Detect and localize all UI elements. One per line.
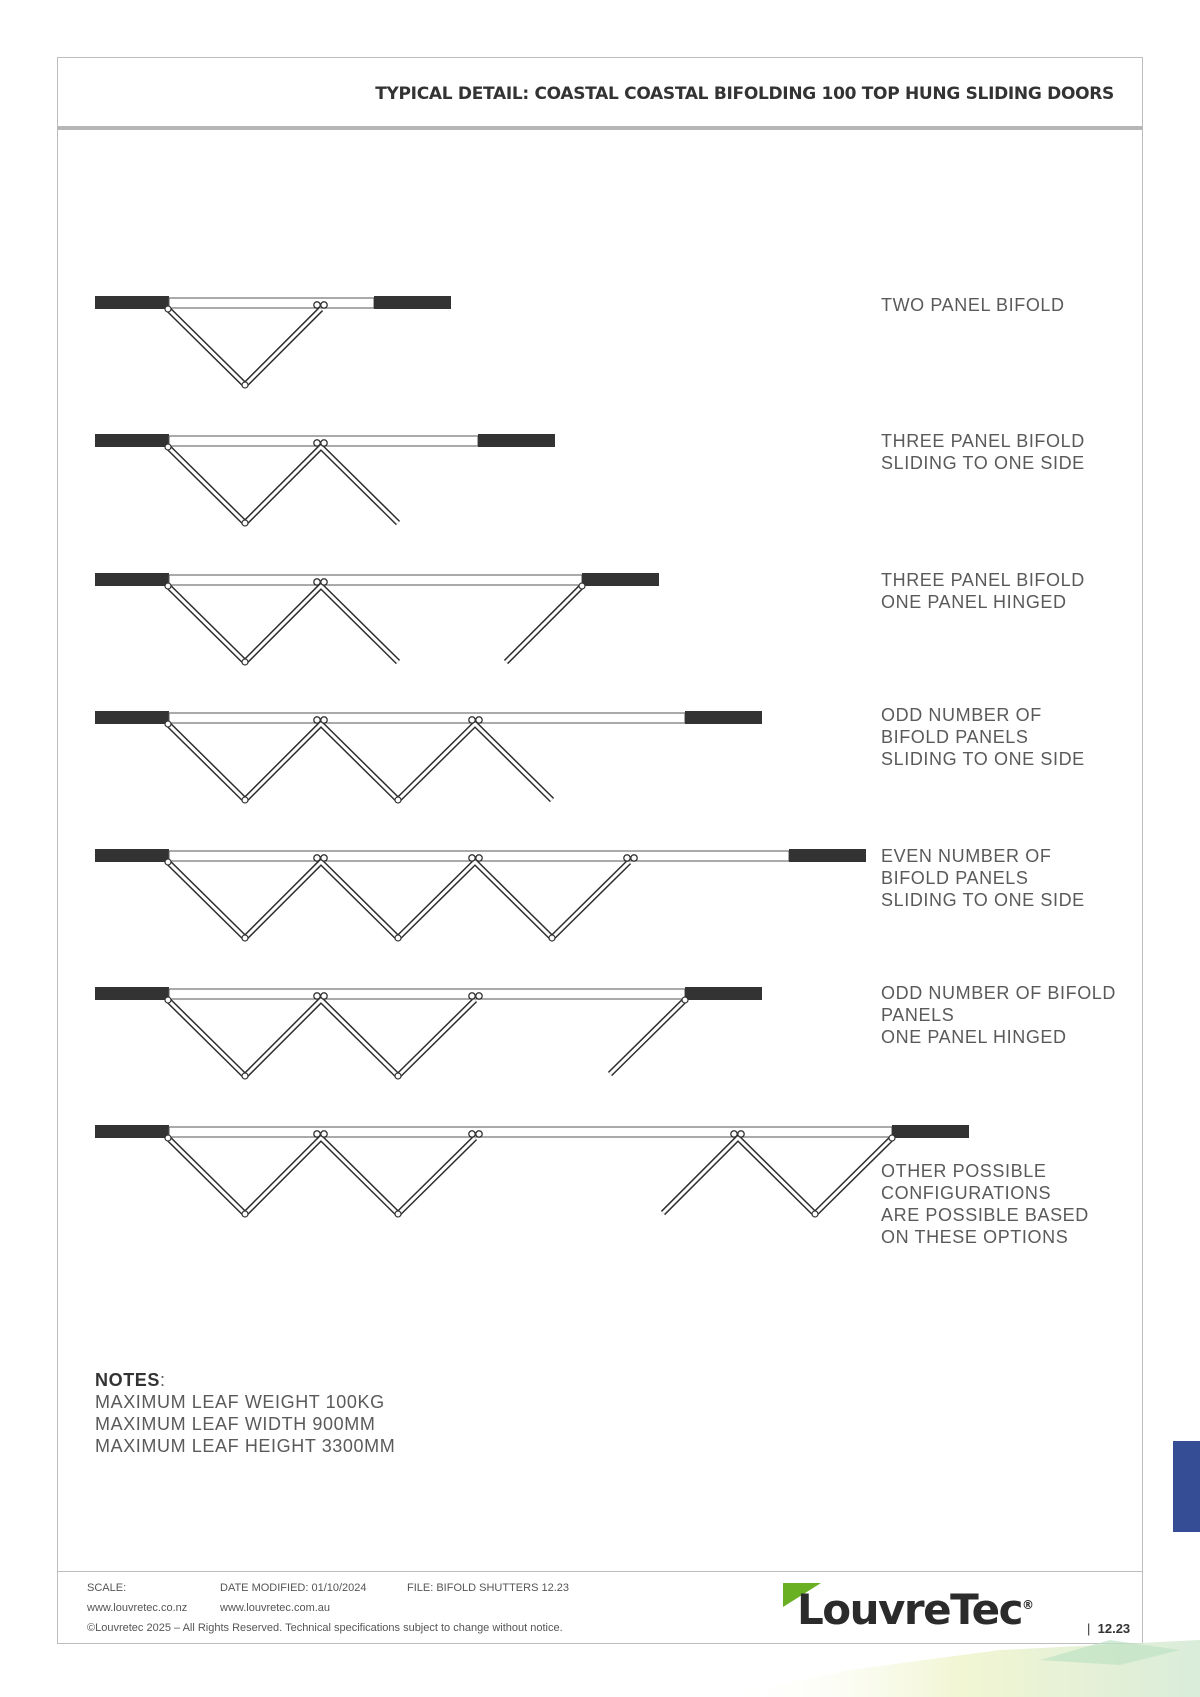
website-nz-link[interactable]: www.louvretec.co.nz (87, 1602, 188, 1614)
website-au-link[interactable]: www.louvretec.com.au (220, 1602, 331, 1614)
diagram-three-panel-sliding (95, 434, 555, 526)
diagram-odd-number-sliding (95, 711, 762, 803)
caption-other-configurations: OTHER POSSIBLE CONFIGURATIONS ARE POSSIBLE BASED ON THESE OPTIONS (881, 1161, 1089, 1247)
notes-heading: NOTES (95, 1370, 161, 1390)
notes-block (95, 1369, 395, 1457)
note-item: MAXIMUM LEAF HEIGHT 3300MM (95, 1436, 396, 1456)
page-number: | 12.23 (1087, 1621, 1131, 1636)
caption-odd-hinged: ODD NUMBER OF BIFOLD PANELS ONE PANEL HINGED (881, 983, 1117, 1047)
diagram-even-number-sliding (95, 849, 866, 941)
louvretec-logo (783, 1583, 1043, 1641)
decorative-swoosh (720, 1640, 1200, 1697)
copyright: ©Louvretec 2025 – All Rights Reserved. Technical specifications subject to change without notice. (87, 1622, 563, 1634)
diagram-other-configurations (95, 1125, 969, 1217)
diagram-three-panel-one-hinged (95, 573, 659, 665)
note-item: MAXIMUM LEAF WIDTH 900MM (95, 1414, 376, 1434)
logo-wordmark: LouvreTec® (797, 1585, 1035, 1634)
diagram-two-panel-bifold (95, 296, 451, 388)
caption-odd-sliding: ODD NUMBER OF BIFOLD PANELS SLIDING TO ONE SIDE (881, 705, 1085, 769)
page-title: TYPICAL DETAIL: COASTAL COASTAL BIFOLDING 100 TOP HUNG SLIDING DOORS (375, 84, 1114, 104)
file-name: FILE: BIFOLD SHUTTERS 12.23 (407, 1582, 569, 1594)
section-tab (1173, 1441, 1200, 1532)
scale-label: SCALE: (87, 1582, 127, 1594)
footer-divider (57, 1571, 1143, 1572)
caption-three-panel-hinged: THREE PANEL BIFOLD ONE PANEL HINGED (881, 570, 1085, 612)
caption-two-panel-bifold: TWO PANEL BIFOLD (881, 295, 1065, 315)
caption-even-sliding: EVEN NUMBER OF BIFOLD PANELS SLIDING TO ONE SIDE (881, 846, 1085, 910)
note-item: MAXIMUM LEAF WEIGHT 100KG (95, 1392, 385, 1412)
caption-three-panel-sliding: THREE PANEL BIFOLD SLIDING TO ONE SIDE (881, 431, 1085, 473)
date-modified: DATE MODIFIED: 01/10/2024 (220, 1582, 367, 1594)
notes-colon: : (160, 1370, 166, 1390)
diagram-odd-number-one-hinged (95, 987, 762, 1079)
